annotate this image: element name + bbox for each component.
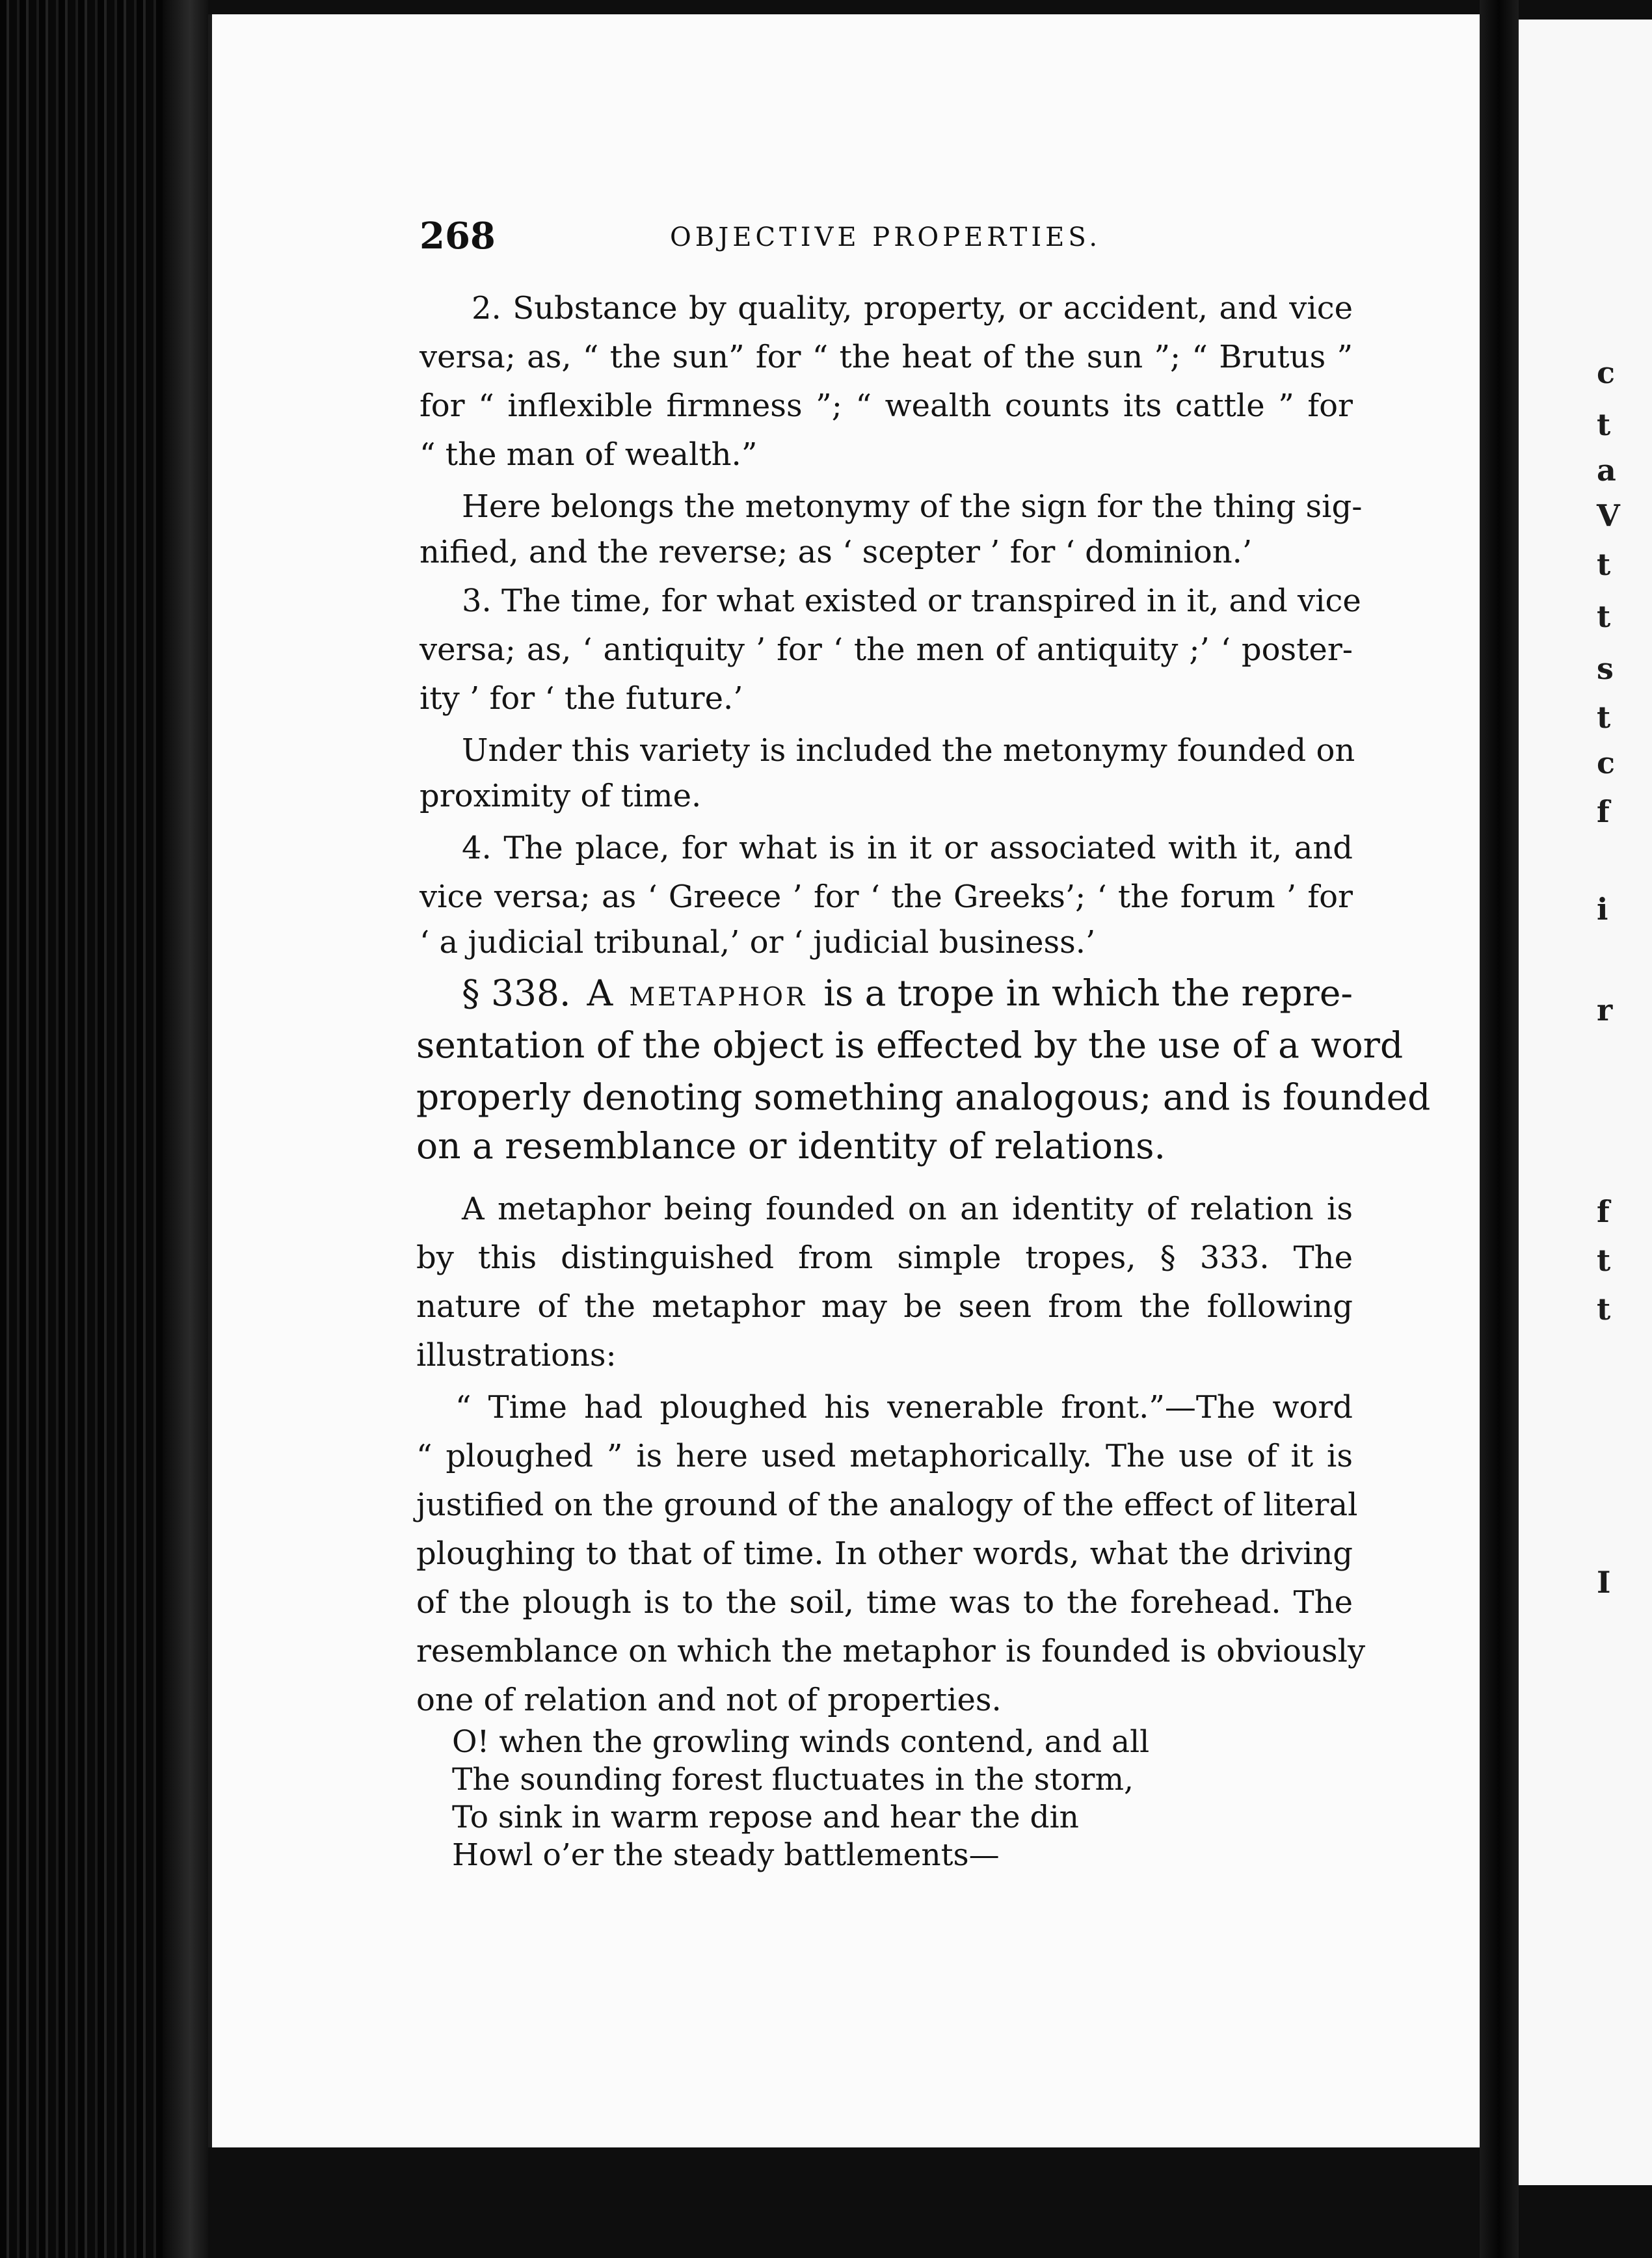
facing-fragment: t (1597, 599, 1611, 634)
facing-fragment: t (1597, 1243, 1611, 1278)
facing-fragment: f (1597, 794, 1610, 829)
text-line: nified, and the reverse; as ‘ scepter ’ for ‘ dominion.’ (420, 534, 1253, 570)
text-line: of the plough is to the soil, time was to the forehead. The (416, 1584, 1353, 1621)
poem-line: Howl o’er the steady battlements— (452, 1837, 1000, 1873)
facing-fragment: V (1597, 498, 1620, 533)
text-line: A metaphor being founded on an identity of relation is (462, 1191, 1353, 1227)
text-line: 3. The time, for what existed or transpired in it, and vice (462, 583, 1361, 619)
text-line: sentation of the object is effected by the use of a word (416, 1024, 1404, 1066)
facing-fragment: a (1597, 453, 1616, 488)
text-line: for “ inflexible firmness ”; “ wealth counts its cattle ” for (420, 388, 1353, 424)
defined-term-article: A (587, 972, 613, 1014)
text-line: justified on the ground of the analogy of the effect of literal (416, 1487, 1358, 1523)
facing-fragment: r (1597, 992, 1613, 1028)
facing-page (1519, 20, 1652, 2185)
text-line: “ ploughed ” is here used metaphorically. The use of it is (416, 1438, 1353, 1474)
text-line: by this distinguished from simple tropes, § 333. The (416, 1240, 1353, 1276)
text-line: nature of the metaphor may be seen from the following (416, 1288, 1353, 1325)
text-line: on a resemblance or identity of relations. (416, 1125, 1166, 1167)
text-line: versa; as, “ the sun” for “ the heat of the sun ”; “ Brutus ” (420, 339, 1353, 375)
text-line: “ Time had ploughed his venerable front.”—The word (455, 1389, 1353, 1426)
facing-fragment: I (1597, 1565, 1611, 1600)
defined-term: metaphor (629, 972, 808, 1014)
facing-fragment: s (1597, 651, 1614, 686)
text-line: ploughing to that of time. In other words, what the driving (416, 1535, 1353, 1572)
facing-fragment: c (1597, 355, 1616, 390)
text-line: “ the man of wealth.” (420, 436, 758, 473)
poem-quotation (452, 1723, 1149, 1874)
page-gutter (1480, 0, 1519, 2258)
text-line: Under this variety is included the metonymy founded on (462, 732, 1355, 769)
running-head: OBJECTIVE PROPERTIES. (670, 222, 1102, 252)
text-line: illustrations: (416, 1337, 617, 1374)
facing-fragment: t (1597, 700, 1611, 735)
poem-line: To sink in warm repose and hear the din (452, 1800, 1079, 1835)
text-line: ‘ a judicial tribunal,’ or ‘ judicial business.’ (420, 924, 1096, 961)
facing-fragment: t (1597, 1292, 1611, 1327)
text-line: properly denoting something analogous; and is founded (416, 1076, 1431, 1118)
poem-line: O! when the growling winds contend, and all (452, 1724, 1150, 1760)
spine-edge (163, 0, 208, 2258)
page-number: 268 (420, 215, 496, 258)
facing-fragment: f (1597, 1194, 1610, 1229)
facing-fragment: t (1597, 547, 1611, 582)
text-line: 2. Substance by quality, property, or accident, and vice (472, 290, 1353, 326)
text-line: versa; as, ‘ antiquity ’ for ‘ the men of antiquity ;’ ‘ poster- (420, 631, 1353, 668)
facing-fragment: i (1597, 892, 1608, 927)
text-line: proximity of time. (420, 778, 702, 814)
facing-fragment: t (1597, 407, 1611, 442)
text-line: resemblance on which the metaphor is founded is obviously (416, 1633, 1366, 1669)
page-header (420, 215, 1350, 260)
text-line: vice versa; as ‘ Greece ’ for ‘ the Greeks’; ‘ the forum ’ for (420, 879, 1353, 915)
text-line: is a trope in which the repre- (823, 972, 1353, 1014)
poem-line: The sounding forest fluctuates in the storm, (452, 1762, 1134, 1798)
section-338-first-line (462, 972, 1353, 1014)
text-line: Here belongs the metonymy of the sign for the thing sig- (462, 488, 1363, 525)
facing-fragment: c (1597, 745, 1616, 780)
text-line: ity ’ for ‘ the future.’ (420, 680, 743, 717)
section-number: § 338. (462, 972, 571, 1014)
text-line: 4. The place, for what is in it or associated with it, and (462, 830, 1353, 866)
text-line: one of relation and not of properties. (416, 1682, 1002, 1718)
